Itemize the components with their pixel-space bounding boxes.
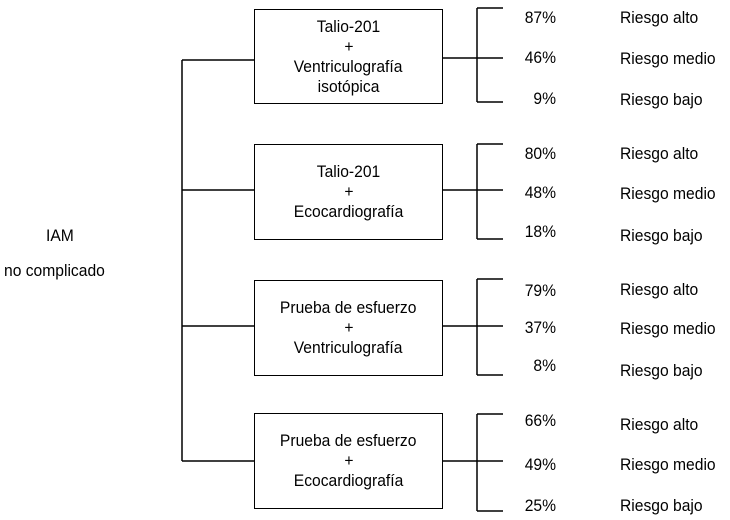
root-label-line1: IAM: [46, 226, 74, 245]
outcome-risk-1-2: Riesgo medio: [620, 49, 716, 68]
method-1-line-4: isotópica: [317, 76, 380, 96]
outcome-risk-3-3: Riesgo bajo: [620, 361, 703, 380]
root-label-line2: no complicado: [4, 261, 105, 280]
outcome-risk-3-1: Riesgo alto: [620, 280, 699, 299]
method-3-line-2: +: [343, 318, 354, 337]
outcome-risk-1-1: Riesgo alto: [620, 8, 699, 27]
outcome-risk-2-3: Riesgo bajo: [620, 226, 703, 245]
outcome-risk-4-3: Riesgo bajo: [620, 496, 703, 515]
outcome-risk-2-2: Riesgo medio: [620, 184, 716, 203]
method-box-3: [254, 280, 443, 376]
method-4-line-1: Prueba de esfuerzo: [280, 431, 417, 450]
outcome-pct-4-1: 66%: [524, 411, 556, 430]
outcome-pct-1-3: 9%: [533, 89, 556, 108]
method-1-line-3: Ventriculografía: [294, 56, 403, 76]
method-2-line-1: Talio-201: [316, 162, 381, 181]
outcome-risk-4-2: Riesgo medio: [620, 455, 716, 474]
method-1-line-1: Talio-201: [316, 16, 381, 36]
outcome-risk-3-2: Riesgo medio: [620, 319, 716, 338]
method-box-1: [254, 9, 443, 104]
method-4-line-2: +: [343, 451, 354, 470]
outcome-pct-3-2: 37%: [524, 318, 556, 337]
outcome-pct-1-2: 46%: [524, 48, 556, 67]
outcome-pct-2-3: 18%: [524, 222, 556, 241]
outcome-pct-1-1: 87%: [524, 8, 556, 27]
outcome-risk-4-1: Riesgo alto: [620, 415, 699, 434]
method-box-2: [254, 144, 443, 240]
outcome-pct-4-3: 25%: [524, 496, 556, 515]
method-3-line-1: Prueba de esfuerzo: [280, 298, 417, 317]
outcome-risk-1-3: Riesgo bajo: [620, 90, 703, 109]
outcome-pct-3-1: 79%: [524, 281, 556, 300]
outcome-pct-2-2: 48%: [524, 183, 556, 202]
method-2-line-3: Ecocardiografía: [293, 202, 404, 221]
outcome-pct-3-3: 8%: [533, 356, 556, 375]
method-3-line-3: Ventriculografía: [294, 338, 403, 357]
method-1-line-2: +: [343, 36, 354, 56]
outcome-pct-4-2: 49%: [524, 455, 556, 474]
method-4-line-3: Ecocardiografía: [293, 471, 404, 490]
method-2-line-2: +: [343, 182, 354, 201]
outcome-pct-2-1: 80%: [524, 144, 556, 163]
method-box-4: [254, 413, 443, 509]
outcome-risk-2-1: Riesgo alto: [620, 144, 699, 163]
